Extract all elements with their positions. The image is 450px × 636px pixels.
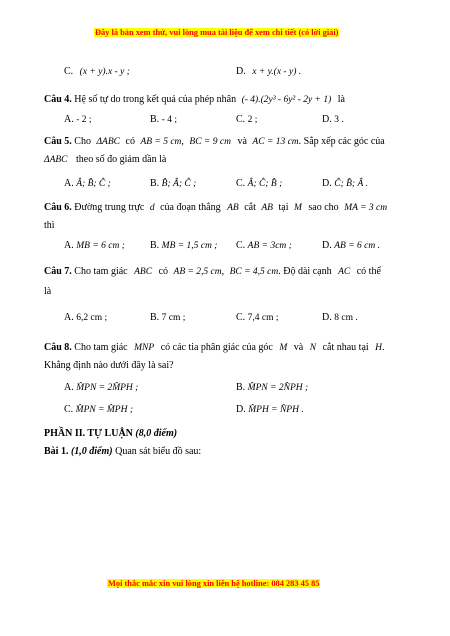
exercise-points: (1,0 điểm) [70,446,113,457]
question-4 [44,94,345,105]
period: . [382,342,385,353]
option-value: 7 cm ; [161,313,186,323]
question-text: cắt nhau tại [322,342,369,353]
q7-option-b [150,312,185,323]
option-value: 8 cm . [334,313,358,323]
q5-option-c [236,178,282,189]
q4-option-a [64,114,92,125]
question-6-line2: thì [44,220,55,231]
exercise-1 [44,446,201,457]
comma: , [221,266,225,277]
option-label: C. [236,114,246,125]
option-value: M̂PN = 2N̂PH ; [247,383,309,393]
math-mnp: MNP [134,343,155,353]
math-triangle: ΔABC [96,137,120,147]
math-ab: AB [227,203,239,213]
option-value: AB = 6 cm . [334,241,380,251]
math-bc: BC = 9 cm [189,137,231,147]
question-7 [44,266,381,277]
option-value: B̂; Â; Ĉ ; [161,179,197,189]
question-text: tại [278,202,289,213]
option-label: A. [64,382,74,393]
option-label: D. [236,404,246,415]
option-label: D. [236,66,246,77]
q6-option-b [150,240,217,251]
q5-option-a [64,178,111,189]
math-triangle: ΔABC [44,155,68,165]
math-ac: AC [338,267,351,277]
math-m: M [293,203,302,213]
option-value: 3 . [334,115,344,125]
math-n: N [309,343,317,353]
option-label: C. [236,240,246,251]
option-value: x + y.(x - y) . [252,67,302,77]
section-points: (8,0 điểm) [135,428,178,439]
question-label: Câu 7. [44,266,72,277]
math-abc: ABC [134,267,153,277]
question-text-tail: là [337,94,345,105]
question-8 [44,342,385,353]
option-label: A. [64,312,74,323]
option-label: A. [64,240,74,251]
question-7-line2: là [44,286,52,297]
question-5: Câu 5. Cho ΔABC có AB = 5 cm, BC = 9 cm và AC = 13 cm. Sắp xếp các góc của [44,136,385,147]
option-label: A. [64,114,74,125]
option-value: MB = 6 cm ; [76,241,125,251]
question-label: Câu 5. [44,136,72,147]
question-text: của đoạn thẳng [160,202,221,213]
question-text: sao cho [308,202,339,213]
exercise-label: Bài 1. [44,446,69,457]
option-value: 2 ; [247,115,258,125]
question-text: Đường trung trực [74,202,145,213]
math-h: H [375,343,383,353]
question-label: Câu 4. [44,94,72,105]
question-6 [44,202,387,213]
q3-option-d [236,66,301,77]
question-label: Câu 6. [44,202,72,213]
math-ac: AC = 13 cm [252,137,299,147]
option-value: 7,4 cm ; [247,313,279,323]
option-label: C. [64,404,74,415]
q4-option-c [236,114,257,125]
option-label: C. [236,312,246,323]
q8-option-c [64,404,133,415]
option-label: B. [150,114,160,125]
option-value: M̂PN = M̂PH ; [75,405,134,415]
q5-option-b [150,178,196,189]
option-value: 6,2 cm ; [76,313,108,323]
option-value: Ĉ; B̂; Â . [334,179,369,189]
q6-option-c [236,240,292,251]
q6-option-a [64,240,125,251]
footer-banner: Mọi thắc mắc xin vui lòng xin liên hệ hotline: 084 283 45 85 [108,579,320,588]
q8-option-d [236,404,304,415]
option-label: B. [150,312,160,323]
question-text: và [237,136,247,147]
q7-option-c [236,312,279,323]
option-value: AB = 3cm ; [247,241,292,251]
option-label: D. [322,240,332,251]
question-text: có [158,266,169,277]
option-value: Â; B̂; Ĉ ; [76,179,111,189]
option-value: - 2 ; [76,115,92,125]
option-label: D. [322,178,332,189]
question-8-line2: Khẳng định nào dưới đây là sai? [44,360,174,371]
question-5-line2 [44,154,166,165]
section-title: PHẦN II. TỰ LUẬN [44,428,133,439]
option-label: B. [150,240,160,251]
option-label: A. [64,178,74,189]
question-text: cắt [244,202,256,213]
question-text: . Sắp xếp các góc của [298,136,385,147]
option-value: M̂PH = N̂PH . [248,405,304,415]
question-text: có thể [356,266,381,277]
option-label: D. [322,312,332,323]
option-value: - 4 ; [161,115,177,125]
question-label: Câu 8. [44,342,72,353]
question-text: . Độ dài cạnh [278,266,332,277]
part-2-heading [44,428,177,439]
math-bc: BC = 4,5 cm [229,267,279,277]
option-label: B. [150,178,160,189]
question-text: có [125,136,135,147]
option-label: D. [322,114,332,125]
q7-option-d [322,312,358,323]
option-label: C. [236,178,246,189]
q7-option-a [64,312,107,323]
exercise-text: Quan sát biểu đồ sau: [115,446,202,457]
math-ab: AB [261,203,273,213]
option-label: B. [236,382,246,393]
question-text: và [293,342,304,353]
q5-option-d [322,178,368,189]
math-ab: AB = 2,5 cm [173,267,222,277]
question-text: Cho [74,136,91,147]
math-expression: (- 4).(2y³ - 6y² - 2y + 1) [241,95,332,105]
header-banner: Đây là bản xem thử, vui lòng mua tài liệu để xem chi tiết (có lời giải) [95,28,339,37]
q4-option-b [150,114,177,125]
q3-option-c [64,66,130,77]
option-label: C. [64,66,74,77]
math-m: M [279,343,288,353]
question-text: Hệ số tự do trong kết quả của phép nhân [74,94,237,105]
math-ab: AB = 5 cm [140,137,182,147]
option-value: (x + y).x - y ; [79,67,130,77]
q8-option-a [64,382,138,393]
q8-option-b [236,382,308,393]
math-d: d [149,203,155,213]
option-value: M̂PN = 2M̂PH ; [76,383,139,393]
q6-option-d [322,240,380,251]
question-text: theo số đo giảm dần là [76,154,167,165]
question-text: Cho tam giác [74,266,128,277]
question-text: Cho tam giác [74,342,128,353]
question-text: có các tia phân giác của góc [160,342,273,353]
math-ma: MA = 3 cm [344,203,388,213]
q4-option-d [322,114,344,125]
option-value: MB = 1,5 cm ; [161,241,218,251]
option-value: Â; Ĉ; B̂ ; [247,179,283,189]
